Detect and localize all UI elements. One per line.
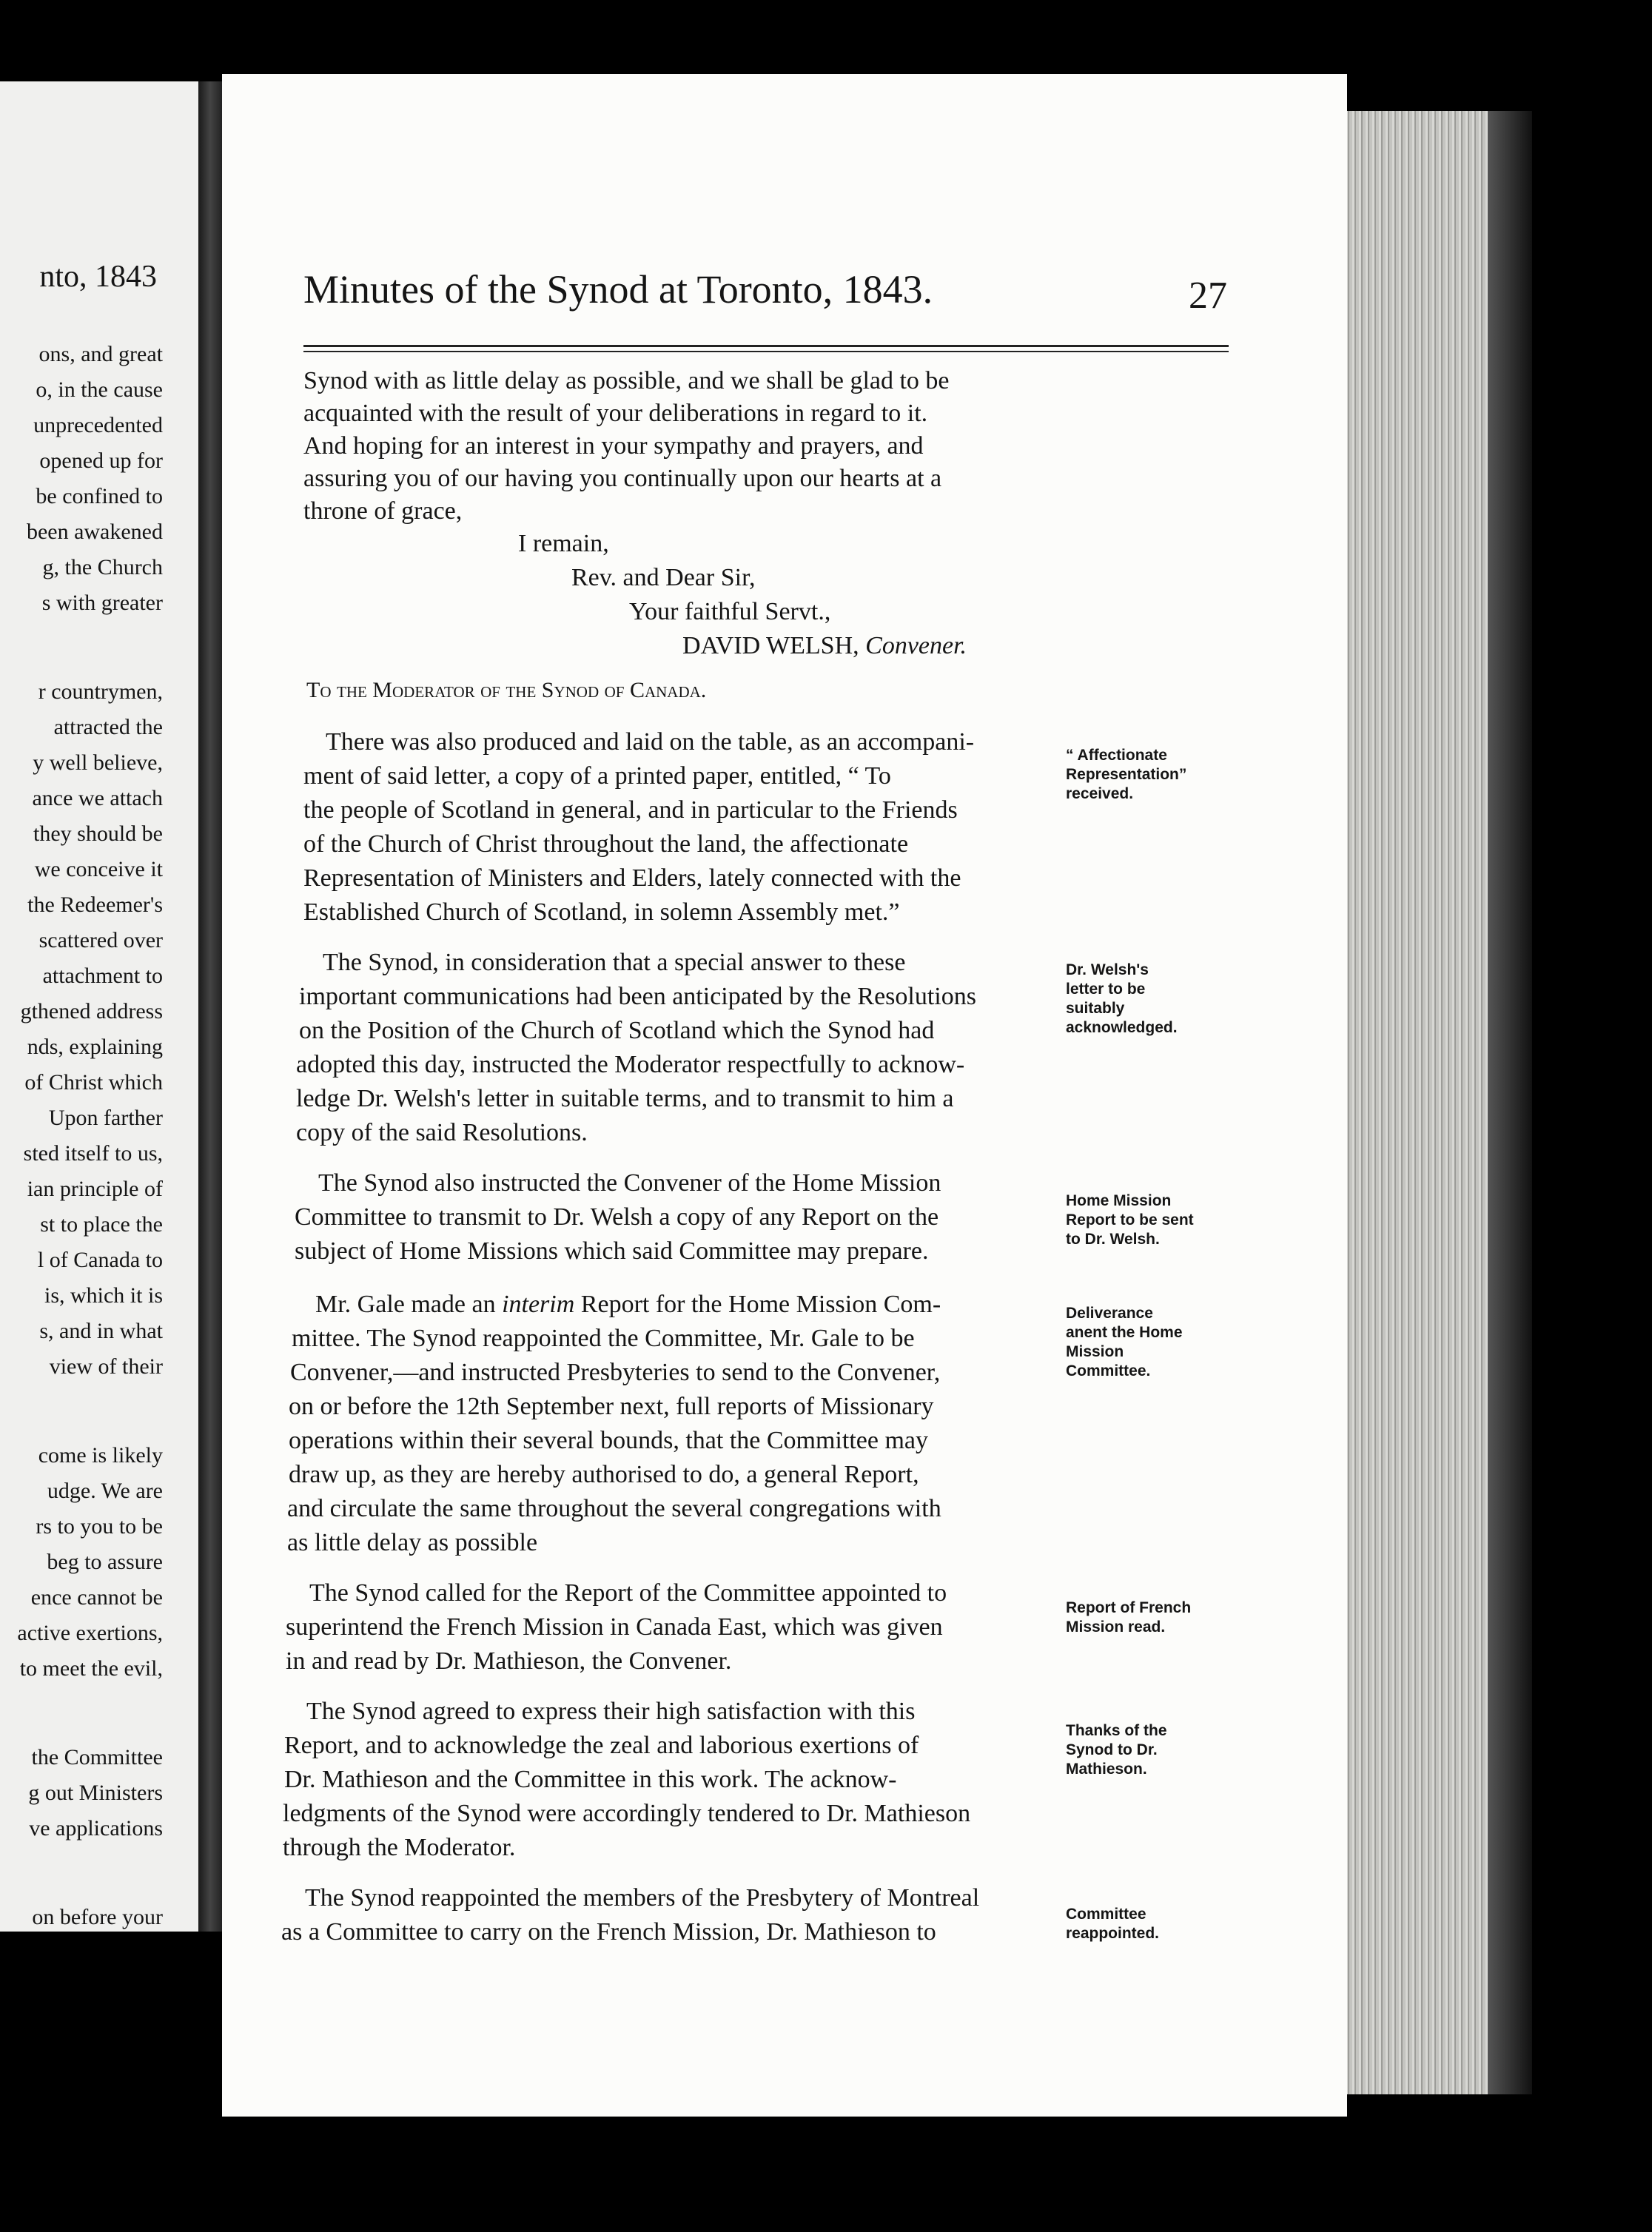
signature-title: Convener. — [865, 632, 967, 659]
margin-note-line: to Dr. Welsh. — [1066, 1231, 1160, 1248]
margin-note-line: Home Mission — [1066, 1192, 1172, 1209]
body-line: Mr. Gale made an interim Report for the Home Mission Com- — [315, 1291, 941, 1318]
body-line: on the Position of the Church of Scotland which the Synod had — [299, 1017, 935, 1044]
left-page-line: to meet the evil, — [19, 1656, 163, 1681]
left-page-line: l of Canada to — [37, 1248, 163, 1272]
page-number: 27 — [1189, 275, 1227, 317]
left-page-line: opened up for — [39, 448, 163, 473]
left-page-line: s with greater — [41, 591, 163, 615]
body-line: mittee. The Synod reappointed the Committee, Mr. Gale to be — [292, 1325, 915, 1352]
left-page-line: ons, and great — [38, 342, 163, 366]
body-line: and circulate the same throughout the several congregations with — [287, 1495, 941, 1522]
body-line: The Synod called for the Report of the Committee appointed to — [309, 1579, 947, 1607]
left-page-line: scattered over — [38, 928, 163, 952]
margin-note-line: Representation” — [1066, 766, 1187, 783]
margin-note — [1066, 1721, 1167, 1779]
margin-note — [1066, 1304, 1183, 1381]
left-page-line: beg to assure — [47, 1550, 163, 1574]
margin-note-line: Committee — [1066, 1906, 1146, 1923]
left-page-line: udge. We are — [47, 1479, 163, 1503]
body-line: Established Church of Scotland, in solemn Assembly met.” — [303, 898, 900, 926]
body-line: ment of said letter, a copy of a printed paper, entitled, “ To — [303, 762, 891, 790]
letter-line: And hoping for an interest in your sympathy and prayers, and — [303, 432, 924, 460]
body-line: The Synod also instructed the Convener of the Home Mission — [318, 1169, 941, 1197]
body-line: Convener,—and instructed Presbyteries to send to the Convener, — [290, 1359, 941, 1386]
letter-line: assuring you of our having you continually upon our hearts at a — [303, 465, 942, 492]
left-page — [0, 81, 198, 1932]
body-line: ledgments of the Synod were accordingly tendered to Dr. Mathieson — [283, 1800, 971, 1827]
body-line: Dr. Mathieson and the Committee in this work. The acknow- — [284, 1766, 897, 1793]
body-line: The Synod reappointed the members of the Presbytery of Montreal — [305, 1884, 980, 1912]
left-page-line: the Redeemer's — [27, 893, 163, 917]
signature — [682, 632, 967, 660]
body-line: subject of Home Missions which said Committee may prepare. — [295, 1237, 929, 1265]
margin-note — [1066, 1599, 1191, 1637]
margin-note — [1066, 746, 1186, 804]
left-page-line: ve applications — [29, 1816, 163, 1841]
body-line: as a Committee to carry on the French Mission, Dr. Mathieson to — [281, 1918, 936, 1946]
left-page-line: been awakened — [26, 520, 163, 544]
left-page-line: the Committee — [31, 1745, 163, 1769]
margin-note — [1066, 1191, 1194, 1249]
body-line: draw up, as they are hereby authorised to do, a general Report, — [289, 1461, 919, 1488]
body-line: through the Moderator. — [283, 1834, 516, 1861]
left-page-line: they should be — [33, 821, 163, 846]
addressee: To the Moderator of the Synod of Canada. — [306, 678, 707, 702]
left-page-line: st to place the — [40, 1212, 163, 1237]
left-page-line: rs to you to be — [36, 1514, 163, 1539]
body-line: adopted this day, instructed the Moderator respectfully to acknow- — [296, 1051, 965, 1078]
body-line: the people of Scotland in general, and in particular to the Friends — [303, 796, 958, 824]
body-line: as little delay as possible — [287, 1529, 538, 1556]
header-rule-top — [303, 345, 1229, 347]
margin-note — [1066, 961, 1178, 1038]
body-line: copy of the said Resolutions. — [296, 1119, 588, 1146]
left-page-line: on before your — [32, 1905, 163, 1929]
left-page-line: ence cannot be — [30, 1585, 163, 1610]
margin-note-line: reappointed. — [1066, 1925, 1160, 1942]
body-line: superintend the French Mission in Canada East, which was given — [286, 1613, 943, 1641]
margin-note-line: Dr. Welsh's — [1066, 961, 1149, 978]
left-page-line: attachment to — [42, 964, 163, 988]
margin-note-line: Committee. — [1066, 1362, 1151, 1379]
body-line: operations within their several bounds, that the Committee may — [289, 1427, 928, 1454]
left-page-line: s, and in what — [39, 1319, 163, 1343]
body-line: important communications had been anticipated by the Resolutions — [299, 983, 976, 1010]
margin-note-line: “ Affectionate — [1066, 747, 1167, 764]
left-page-line: attracted the — [53, 715, 163, 739]
left-page-line: is, which it is — [44, 1283, 163, 1308]
margin-note-line: Mission — [1066, 1343, 1124, 1360]
left-page-line: active exertions, — [17, 1621, 163, 1645]
margin-note-line: acknowledged. — [1066, 1019, 1178, 1036]
signature-name: DAVID WELSH, — [682, 632, 859, 659]
letter-line: Your faithful Servt., — [629, 598, 831, 625]
letter-line: acquainted with the result of your deliberations in regard to it. — [303, 400, 928, 427]
margin-note-line: anent the Home — [1066, 1324, 1183, 1341]
body-line: in and read by Dr. Mathieson, the Convener. — [286, 1647, 732, 1675]
margin-note-line: suitably — [1066, 1000, 1125, 1017]
left-page-line: gthened address — [20, 999, 163, 1023]
body-line: Report, and to acknowledge the zeal and laborious exertions of — [284, 1732, 919, 1759]
body-line: Committee to transmit to Dr. Welsh a copy of any Report on the — [295, 1203, 939, 1231]
header-rule-bottom — [303, 351, 1229, 352]
left-page-line: come is likely — [38, 1443, 163, 1468]
body-line: The Synod, in consideration that a special answer to these — [323, 949, 906, 976]
margin-note-line: Deliverance — [1066, 1305, 1153, 1322]
margin-note-line: Mathieson. — [1066, 1761, 1147, 1778]
margin-note-line: letter to be — [1066, 981, 1146, 998]
left-page-running-head: nto, 1843 — [39, 260, 157, 294]
letter-line: Rev. and Dear Sir, — [571, 564, 756, 591]
body-line: The Synod agreed to express their high satisfaction with this — [306, 1698, 916, 1725]
left-page-line: g out Ministers — [28, 1781, 163, 1805]
margin-note — [1066, 1905, 1159, 1943]
left-page-line: o, in the cause — [36, 377, 163, 402]
left-page-line: y well believe, — [33, 750, 163, 775]
letter-line: I remain, — [518, 530, 609, 557]
margin-note-line: Mission read. — [1066, 1618, 1166, 1636]
body-line: on or before the 12th September next, full reports of Missionary — [289, 1393, 934, 1420]
left-page-line: be confined to — [36, 484, 163, 508]
margin-note-line: Report to be sent — [1066, 1211, 1194, 1228]
letter-line: throne of grace, — [303, 497, 463, 525]
running-head: Minutes of the Synod at Toronto, 1843. — [303, 267, 933, 312]
margin-note-line: Report of French — [1066, 1599, 1192, 1616]
body-line: Representation of Ministers and Elders, lately connected with the — [303, 864, 961, 892]
body-line: of the Church of Christ throughout the land, the affectionate — [303, 830, 909, 858]
left-page-line: Upon farther — [48, 1106, 163, 1130]
left-page-line: of Christ which — [24, 1070, 163, 1095]
left-page-line: nds, explaining — [27, 1035, 163, 1059]
left-page-line: ance we attach — [32, 786, 163, 810]
margin-note-line: Synod to Dr. — [1066, 1741, 1158, 1758]
left-page-line: view of their — [49, 1354, 163, 1379]
left-page-line: we conceive it — [34, 857, 163, 881]
left-page-line: unprecedented — [33, 413, 163, 437]
letter-line: Synod with as little delay as possible, and we shall be glad to be — [303, 367, 950, 394]
body-line: ledge Dr. Welsh's letter in suitable terms, and to transmit to him a — [296, 1085, 954, 1112]
book-edge-shadow — [1488, 111, 1532, 2094]
margin-note-line: Thanks of the — [1066, 1722, 1167, 1739]
left-page-line: ian principle of — [27, 1177, 163, 1201]
left-page-line: sted itself to us, — [23, 1141, 163, 1166]
body-line: There was also produced and laid on the table, as an accompani- — [326, 728, 975, 756]
left-page-line: g, the Church — [42, 555, 163, 579]
margin-note-line: received. — [1066, 785, 1134, 802]
left-page-line: r countrymen, — [38, 679, 163, 704]
